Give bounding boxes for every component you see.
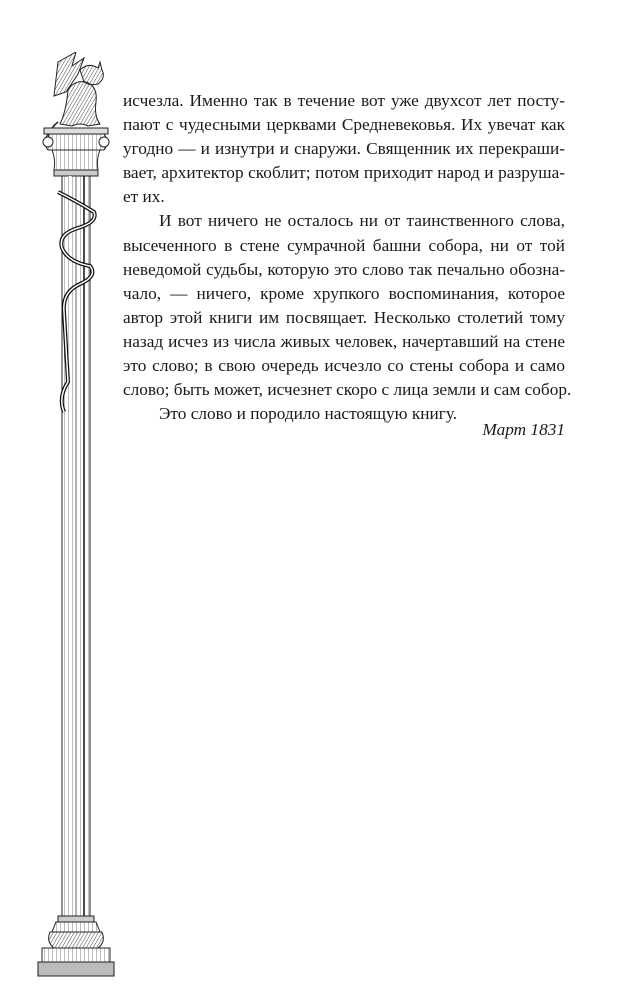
date-signature: Март 1831 [482,420,565,439]
text-line: чало, — ничего, кроме хрупкого воспоминания, которое [123,283,565,303]
text-line: вает, архитектор скоблит; потом приходит народ и разруша- [123,163,565,183]
text-line: это слово; в свою очередь исчезло со стены собора и само [123,356,565,376]
gargoyle-column-illustration [28,52,124,982]
column-capital [43,128,109,176]
text-line: исчезла. Именно так в течение вот уже двухсот лет посту- [123,91,565,110]
text-line: И вот ничего не осталось ни от таинственного слова, [159,211,565,231]
gargoyle-figure [48,52,103,138]
text-line: ет их. [123,187,165,207]
text-line: Это слово и породило настоящую книгу. [159,404,458,424]
text-line: высеченного в стене сумрачной башни собора, ни от той [123,235,565,255]
text-line: назад исчез из числа живых человек, начертавший на стене [123,331,565,351]
body-text [123,89,572,426]
text-line: угодно — и изнутри и снаружи. Священник их перекраши- [123,139,565,159]
text-line: слово; быть может, исчезнет скоро с лица земли и сам собор. [123,380,572,400]
text-line: неведомой судьбы, которую это слово так печально обозна- [123,259,565,279]
text-line: пают с чудесными церквами Средневековья. Их увечат как [123,115,565,135]
column-base [38,916,114,976]
paragraph-1 [123,89,565,209]
paragraph-2 [123,209,572,402]
text-line: автор этой книги им посвящает. Несколько столетий тому [123,307,565,327]
